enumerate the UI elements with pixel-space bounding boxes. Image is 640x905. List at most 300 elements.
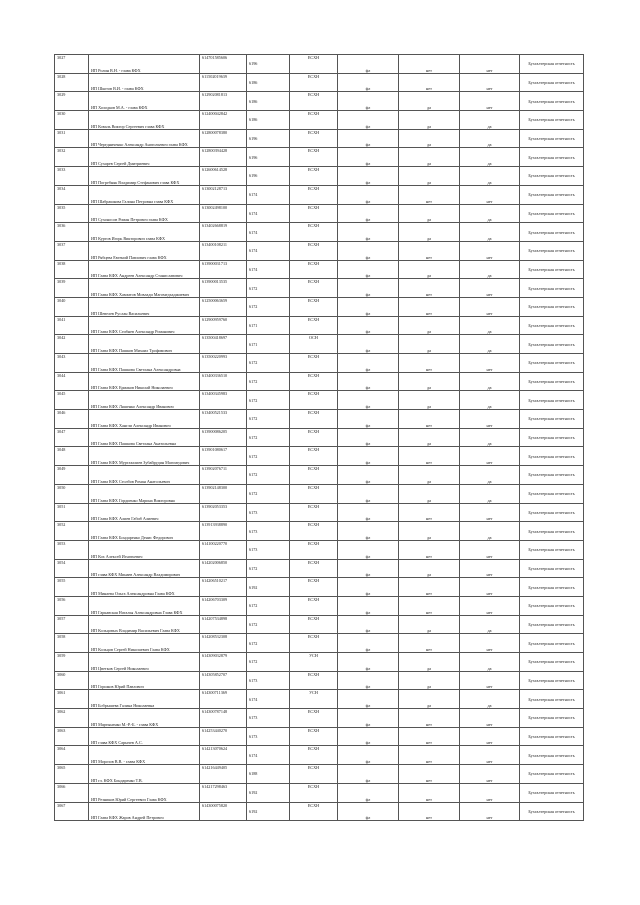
table-row — [55, 241, 584, 260]
person-type: фл — [338, 297, 399, 316]
flag-one: нет — [399, 410, 460, 429]
tax-regime: ЕСХН — [290, 129, 338, 148]
flag-one: да — [399, 653, 460, 672]
entrepreneur-name: ИП Сухоносов Роман Петрович глава КФХ — [89, 204, 200, 223]
tax-regime: ЕСХН — [290, 428, 338, 447]
flag-two: да — [460, 335, 520, 354]
person-type: фл — [338, 129, 399, 148]
person-type: фл — [338, 653, 399, 672]
flag-two: да — [460, 653, 520, 672]
entrepreneur-name: ИП Морозов В.В. - глава КФХ — [89, 746, 200, 765]
activity-code: 6196 — [247, 55, 290, 74]
row-number: 3043 — [55, 354, 89, 373]
tax-regime: ЕСХН — [290, 167, 338, 186]
inn-code: 613400108211 — [200, 241, 247, 260]
row-number: 3062 — [55, 709, 89, 728]
flag-one: нет — [399, 727, 460, 746]
row-number: 3037 — [55, 241, 89, 260]
person-type: фл — [338, 671, 399, 690]
person-type: фл — [338, 503, 399, 522]
tax-regime: ЕСХН — [290, 92, 338, 111]
row-number: 3051 — [55, 503, 89, 522]
entrepreneur-name: ИП Глава КФХ Сгибнев Александр Романович — [89, 316, 200, 335]
tax-regime: ЕСХН — [290, 279, 338, 298]
tax-regime: ЕСХН — [290, 709, 338, 728]
inn-code: 613500220993 — [200, 354, 247, 373]
row-number: 3053 — [55, 540, 89, 559]
person-type: фл — [338, 690, 399, 709]
report-type: Бухгалтерская отчетность — [520, 634, 584, 653]
flag-one: нет — [399, 783, 460, 802]
inn-code: 613900086205 — [200, 428, 247, 447]
activity-code: 6172 — [247, 410, 290, 429]
flag-one: нет — [399, 709, 460, 728]
inn-code: 614213070624 — [200, 746, 247, 765]
row-number: 3066 — [55, 783, 89, 802]
table-row — [55, 709, 584, 728]
flag-two: нет — [460, 92, 520, 111]
row-number: 3064 — [55, 746, 89, 765]
row-number: 3054 — [55, 559, 89, 578]
report-type: Бухгалтерская отчетность — [520, 559, 584, 578]
table-row — [55, 802, 584, 821]
report-type: Бухгалтерская отчетность — [520, 522, 584, 541]
report-type: Бухгалтерская отчетность — [520, 279, 584, 298]
entrepreneur-name: ИП Рябцева Евгений Павлович глава КФХ — [89, 241, 200, 260]
activity-code: 6173 — [247, 540, 290, 559]
flag-one: да — [399, 148, 460, 167]
flag-two: нет — [460, 783, 520, 802]
flag-two: нет — [460, 297, 520, 316]
report-type: Бухгалтерская отчетность — [520, 671, 584, 690]
entrepreneur-name: ИП Резников Юрий Сергеевич Глава КФХ — [89, 783, 200, 802]
inn-code: 613500418697 — [200, 335, 247, 354]
table-row — [55, 428, 584, 447]
activity-code: 6173 — [247, 671, 290, 690]
entrepreneur-name: ИП Глава КФХ Пашкова Светлана Анатольевна — [89, 428, 200, 447]
flag-one: нет — [399, 765, 460, 784]
row-number: 3067 — [55, 802, 89, 821]
entrepreneur-name: ИП Кох Алексей Игнатьевич — [89, 540, 200, 559]
activity-code: 6174 — [247, 746, 290, 765]
entrepreneur-name: ИП Ролин В.Н. - глава КФХ — [89, 55, 200, 74]
person-type: фл — [338, 223, 399, 242]
flag-two: да — [460, 260, 520, 279]
entrepreneur-name: ИП Глава КФХ Жаров Андрей Петрович — [89, 802, 200, 821]
report-type: Бухгалтерская отчетность — [520, 241, 584, 260]
flag-two: нет — [460, 354, 520, 373]
activity-code: 6174 — [247, 204, 290, 223]
person-type: фл — [338, 727, 399, 746]
activity-code: 6196 — [247, 129, 290, 148]
report-type: Бухгалтерская отчетность — [520, 372, 584, 391]
flag-two: нет — [460, 447, 520, 466]
flag-one: нет — [399, 279, 460, 298]
tax-regime: ЕСХН — [290, 354, 338, 373]
row-number: 3044 — [55, 372, 89, 391]
flag-one: нет — [399, 73, 460, 92]
flag-two: да — [460, 391, 520, 410]
entrepreneur-name: ИП глава КФХ Сарычев А.С. — [89, 727, 200, 746]
table-row — [55, 223, 584, 242]
entrepreneur-name: ИП Холодков М.А. - глава КФХ — [89, 92, 200, 111]
flag-one: нет — [399, 297, 460, 316]
table-row — [55, 540, 584, 559]
tax-regime: ЕСХН — [290, 802, 338, 821]
row-number: 3055 — [55, 578, 89, 597]
inn-code: 614208532308 — [200, 634, 247, 653]
flag-one: да — [399, 615, 460, 634]
entrepreneur-name: ИП Глава КФХ Пашкова Светлана Александровна — [89, 354, 200, 373]
flag-two: нет — [460, 746, 520, 765]
report-type: Бухгалтерская отчетность — [520, 167, 584, 186]
row-number: 3059 — [55, 653, 89, 672]
flag-two: нет — [460, 727, 520, 746]
row-number: 3052 — [55, 522, 89, 541]
person-type: фл — [338, 410, 399, 429]
flag-one: нет — [399, 634, 460, 653]
flag-two: да — [460, 522, 520, 541]
row-number: 3039 — [55, 279, 89, 298]
tax-regime: ЕСХН — [290, 578, 338, 597]
tax-regime: ЕСХН — [290, 372, 338, 391]
report-type: Бухгалтерская отчетность — [520, 391, 584, 410]
report-type: Бухгалтерская отчетность — [520, 129, 584, 148]
activity-code: 6173 — [247, 522, 290, 541]
report-type: Бухгалтерская отчетность — [520, 709, 584, 728]
flag-one: да — [399, 522, 460, 541]
flag-one: нет — [399, 354, 460, 373]
tax-regime: ЕСХН — [290, 466, 338, 485]
flag-one: да — [399, 484, 460, 503]
entrepreneur-name: ИП Цветков Сергей Николаевич — [89, 653, 200, 672]
entrepreneur-name: ИП Шабрашкова Галина Петровна глава КФХ — [89, 185, 200, 204]
table-row — [55, 335, 584, 354]
report-type: Бухгалтерская отчетность — [520, 111, 584, 130]
entrepreneur-name: ИП Сухарев Сергей Дмитриевич — [89, 148, 200, 167]
activity-code: 6172 — [247, 615, 290, 634]
flag-two: нет — [460, 765, 520, 784]
flag-two: да — [460, 690, 520, 709]
inn-code: 612902081813 — [200, 92, 247, 111]
entrepreneur-name: ИП Бобрышева Галина Николаевна — [89, 690, 200, 709]
flag-two: нет — [460, 185, 520, 204]
person-type: фл — [338, 746, 399, 765]
activity-code: 6173 — [247, 503, 290, 522]
flag-two: нет — [460, 559, 520, 578]
person-type: фл — [338, 615, 399, 634]
person-type: фл — [338, 204, 399, 223]
report-type: Бухгалтерская отчетность — [520, 727, 584, 746]
row-number: 3030 — [55, 111, 89, 130]
inn-code: 613402668819 — [200, 223, 247, 242]
table-row — [55, 129, 584, 148]
table-row — [55, 148, 584, 167]
flag-one: да — [399, 335, 460, 354]
report-type: Бухгалтерская отчетность — [520, 185, 584, 204]
person-type: фл — [338, 92, 399, 111]
table-row — [55, 615, 584, 634]
activity-code: 6174 — [247, 223, 290, 242]
tax-regime: ОСН — [290, 335, 338, 354]
table-row — [55, 783, 584, 802]
activity-code: 6196 — [247, 167, 290, 186]
tax-regime: ЕСХН — [290, 615, 338, 634]
report-type: Бухгалтерская отчетность — [520, 540, 584, 559]
row-number: 3047 — [55, 428, 89, 447]
tax-regime: ЕСХН — [290, 484, 338, 503]
activity-code: 6172 — [247, 447, 290, 466]
table-row — [55, 578, 584, 597]
entrepreneur-name: ИП гл. КФХ Бондаренко Т.В. — [89, 765, 200, 784]
entrepreneur-name: ИП Погребняк Владимир Стефанович глава КФХ — [89, 167, 200, 186]
flag-two: нет — [460, 671, 520, 690]
inn-code: 612600614528 — [200, 167, 247, 186]
table-row — [55, 167, 584, 186]
entrepreneur-name: ИП Глава КФХ Хамзатов Мовлади Магомедхаджиевич — [89, 279, 200, 298]
report-type: Бухгалтерская отчетность — [520, 503, 584, 522]
row-number: 3027 — [55, 55, 89, 74]
report-type: Бухгалтерская отчетность — [520, 578, 584, 597]
person-type: фл — [338, 540, 399, 559]
person-type: фл — [338, 316, 399, 335]
activity-code: 6174 — [247, 241, 290, 260]
table-row — [55, 55, 584, 74]
inn-code: 612400042842 — [200, 111, 247, 130]
flag-two: нет — [460, 410, 520, 429]
person-type: фл — [338, 241, 399, 260]
inn-code: 613901080617 — [200, 447, 247, 466]
report-type: Бухгалтерская отчетность — [520, 746, 584, 765]
flag-one: да — [399, 690, 460, 709]
flag-one: да — [399, 260, 460, 279]
row-number: 3033 — [55, 167, 89, 186]
row-number: 3058 — [55, 634, 89, 653]
activity-code: 6172 — [247, 297, 290, 316]
flag-two: да — [460, 167, 520, 186]
tax-regime: ЕСХН — [290, 316, 338, 335]
person-type: фл — [338, 391, 399, 410]
report-type: Бухгалтерская отчетность — [520, 335, 584, 354]
flag-one: нет — [399, 55, 460, 74]
inn-code: 614305852707 — [200, 671, 247, 690]
flag-one: да — [399, 372, 460, 391]
person-type: фл — [338, 167, 399, 186]
activity-code: 6196 — [247, 148, 290, 167]
entrepreneur-name: ИП Шевелев Руслан Васильевич — [89, 297, 200, 316]
registry-table-body — [55, 55, 584, 821]
entrepreneur-name: ИП Глава КФХ Муртазалиев Зубайрудин Магомедович — [89, 447, 200, 466]
flag-two: нет — [460, 596, 520, 615]
flag-one: нет — [399, 540, 460, 559]
inn-code: 612900959760 — [200, 316, 247, 335]
inn-code: 613900013535 — [200, 279, 247, 298]
activity-code: 6172 — [247, 466, 290, 485]
flag-two: нет — [460, 73, 520, 92]
flag-one: нет — [399, 802, 460, 821]
entrepreneur-name: ИП Глава КФХ Столбов Роман Анатольевич — [89, 466, 200, 485]
entrepreneur-name: ИП Гаркавская Наталья Александровна Глава КФХ — [89, 596, 200, 615]
table-row — [55, 746, 584, 765]
entrepreneur-name: ИП Шкотов В.И. - глава КФХ — [89, 73, 200, 92]
activity-code: 6186 — [247, 111, 290, 130]
report-type: Бухгалтерская отчетность — [520, 653, 584, 672]
inn-code: 614300075820 — [200, 802, 247, 821]
flag-one: да — [399, 466, 460, 485]
report-type: Бухгалтерская отчетность — [520, 92, 584, 111]
flag-two: да — [460, 111, 520, 130]
flag-one: да — [399, 223, 460, 242]
table-row — [55, 297, 584, 316]
row-number: 3040 — [55, 297, 89, 316]
tax-regime: ЕСХН — [290, 148, 338, 167]
person-type: фл — [338, 55, 399, 74]
table-row — [55, 111, 584, 130]
activity-code: 6174 — [247, 185, 290, 204]
person-type: фл — [338, 765, 399, 784]
tax-regime: ЕСХН — [290, 783, 338, 802]
inn-code: 614207534898 — [200, 615, 247, 634]
table-row — [55, 185, 584, 204]
table-row — [55, 466, 584, 485]
row-number: 3041 — [55, 316, 89, 335]
flag-one: нет — [399, 578, 460, 597]
row-number: 3049 — [55, 466, 89, 485]
flag-two: да — [460, 372, 520, 391]
flag-one: да — [399, 129, 460, 148]
flag-two: да — [460, 204, 520, 223]
report-type: Бухгалтерская отчетность — [520, 428, 584, 447]
row-number: 3031 — [55, 129, 89, 148]
inn-code: 614217298463 — [200, 783, 247, 802]
table-row — [55, 522, 584, 541]
report-type: Бухгалтерская отчетность — [520, 783, 584, 802]
tax-regime: ЕСХН — [290, 73, 338, 92]
person-type: фл — [338, 73, 399, 92]
flag-one: нет — [399, 746, 460, 765]
report-type: Бухгалтерская отчетность — [520, 802, 584, 821]
entrepreneur-name: ИП Кольцов Сергей Николаевич Глава КФХ — [89, 634, 200, 653]
row-number: 3046 — [55, 410, 89, 429]
person-type: фл — [338, 466, 399, 485]
table-row — [55, 634, 584, 653]
person-type: фл — [338, 522, 399, 541]
table-row — [55, 690, 584, 709]
table-row — [55, 447, 584, 466]
person-type: фл — [338, 354, 399, 373]
report-type: Бухгалтерская отчетность — [520, 55, 584, 74]
inn-code: 613913938890 — [200, 522, 247, 541]
entrepreneur-name: ИП Горшков Юрий Павлович — [89, 671, 200, 690]
flag-one: нет — [399, 447, 460, 466]
flag-one: да — [399, 204, 460, 223]
table-row — [55, 484, 584, 503]
flag-two: да — [460, 466, 520, 485]
flag-two: нет — [460, 55, 520, 74]
report-type: Бухгалтерская отчетность — [520, 223, 584, 242]
flag-one: да — [399, 559, 460, 578]
flag-one: нет — [399, 503, 460, 522]
flag-one: да — [399, 92, 460, 111]
report-type: Бухгалтерская отчетность — [520, 615, 584, 634]
flag-one: да — [399, 671, 460, 690]
tax-regime: ЕСХН — [290, 765, 338, 784]
person-type: фл — [338, 447, 399, 466]
activity-code: 6172 — [247, 559, 290, 578]
report-type: Бухгалтерская отчетность — [520, 690, 584, 709]
tax-regime: ЕСХН — [290, 260, 338, 279]
report-type: Бухгалтерская отчетность — [520, 484, 584, 503]
tax-regime: УСН — [290, 653, 338, 672]
flag-one: да — [399, 167, 460, 186]
row-number: 3035 — [55, 204, 89, 223]
person-type: фл — [338, 559, 399, 578]
tax-regime: ЕСХН — [290, 391, 338, 410]
inn-code: 613400336510 — [200, 372, 247, 391]
inn-code: 613400521533 — [200, 410, 247, 429]
registry-table — [54, 54, 584, 821]
person-type: фл — [338, 802, 399, 821]
entrepreneur-name: ИП глава КФХ Минаев Александр Владимирович — [89, 559, 200, 578]
flag-two: да — [460, 615, 520, 634]
tax-regime: ЕСХН — [290, 447, 338, 466]
person-type: фл — [338, 185, 399, 204]
report-type: Бухгалтерская отчетность — [520, 410, 584, 429]
tax-regime: ЕСХН — [290, 503, 338, 522]
table-row — [55, 391, 584, 410]
activity-code: 6172 — [247, 354, 290, 373]
tax-regime: ЕСХН — [290, 671, 338, 690]
flag-two: да — [460, 148, 520, 167]
report-type: Бухгалтерская отчетность — [520, 73, 584, 92]
activity-code: 6186 — [247, 92, 290, 111]
row-number: 3057 — [55, 615, 89, 634]
entrepreneur-name: ИП Мартыненко М.-Р.-Б. - глава КФХ — [89, 709, 200, 728]
flag-two: нет — [460, 540, 520, 559]
flag-two: да — [460, 484, 520, 503]
table-row — [55, 653, 584, 672]
entrepreneur-name: ИП Чередниченко Александр Анатольевич глава КФХ — [89, 129, 200, 148]
row-number: 3028 — [55, 73, 89, 92]
table-row — [55, 316, 584, 335]
flag-two: нет — [460, 578, 520, 597]
flag-two: нет — [460, 503, 520, 522]
inn-code: 614253440270 — [200, 727, 247, 746]
report-type: Бухгалтерская отчетность — [520, 447, 584, 466]
table-row — [55, 204, 584, 223]
flag-one: да — [399, 111, 460, 130]
tax-regime: ЕСХН — [290, 223, 338, 242]
activity-code: 6172 — [247, 372, 290, 391]
row-number: 3063 — [55, 727, 89, 746]
inn-code: 613902148300 — [200, 484, 247, 503]
flag-two: да — [460, 428, 520, 447]
report-type: Бухгалтерская отчетность — [520, 596, 584, 615]
entrepreneur-name: ИП Минаева Ольга Александровна Глава КФХ — [89, 578, 200, 597]
person-type: фл — [338, 260, 399, 279]
activity-code: 6173 — [247, 727, 290, 746]
table-row — [55, 354, 584, 373]
row-number: 3056 — [55, 596, 89, 615]
table-row — [55, 260, 584, 279]
inn-code: 613002498100 — [200, 204, 247, 223]
row-number: 3032 — [55, 148, 89, 167]
report-type: Бухгалтерская отчетность — [520, 204, 584, 223]
activity-code: 6192 — [247, 578, 290, 597]
inn-code: 614100220770 — [200, 540, 247, 559]
row-number: 3045 — [55, 391, 89, 410]
entrepreneur-name: ИП Куртов Игорь Викторович глава КФХ — [89, 223, 200, 242]
